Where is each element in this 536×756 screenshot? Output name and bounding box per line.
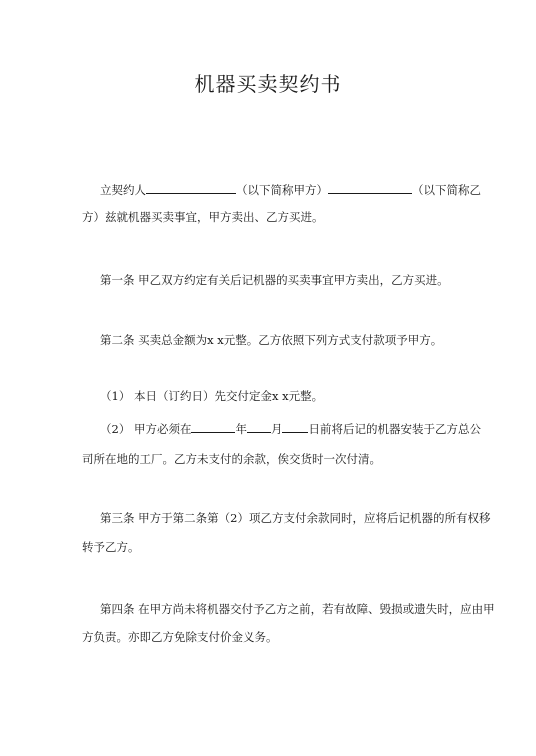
preamble-party-b-note: （以下简称乙 bbox=[412, 183, 481, 197]
item-2-month-label: 月 bbox=[270, 422, 283, 436]
year-blank bbox=[191, 421, 235, 433]
article-3-line-2: 转予乙方。 bbox=[82, 540, 140, 554]
item-2-text-d: 日前将后记的机器安装于乙方总公 bbox=[308, 422, 481, 436]
article-2-item-2-line-2: 司所在地的工厂。乙方未支付的余款，俟交货时一次付清。 bbox=[82, 452, 381, 466]
preamble-party-label: 立契约人 bbox=[100, 183, 146, 197]
page-title: 机器买卖契约书 bbox=[194, 72, 342, 96]
article-4-line-2: 方负责。亦即乙方免除支付价金义务。 bbox=[82, 630, 278, 644]
article-2-item-2-line-1 bbox=[100, 421, 481, 436]
article-1: 第一条 甲乙双方约定有关后记机器的买卖事宜甲方卖出，乙方买进。 bbox=[100, 273, 449, 287]
day-blank bbox=[282, 421, 308, 433]
article-2: 第二条 买卖总金额为x x元整。乙方依照下列方式支付款项予甲方。 bbox=[100, 333, 443, 347]
article-2-item-1: （1） 本日（订约日）先交付定金x x元整。 bbox=[100, 389, 324, 403]
party-b-blank bbox=[328, 182, 412, 194]
item-2-year-label: 年 bbox=[235, 422, 247, 436]
party-a-blank bbox=[146, 182, 236, 194]
preamble-line-2: 方）兹就机器买卖事宜，甲方卖出、乙方买进。 bbox=[82, 210, 324, 224]
item-2-text-a: （2） 甲方必须在 bbox=[100, 422, 192, 436]
article-3-line-1: 第三条 甲方于第二条第（2）项乙方支付余款同时，应将后记机器的所有权移 bbox=[100, 511, 491, 525]
article-4-line-1: 第四条 在甲方尚未将机器交付予乙方之前，若有故障、毁损或遗失时，应由甲 bbox=[100, 602, 495, 616]
month-blank bbox=[247, 421, 271, 433]
preamble-party-a-note: （以下简称甲方） bbox=[236, 183, 328, 197]
preamble-line-1 bbox=[100, 182, 481, 197]
